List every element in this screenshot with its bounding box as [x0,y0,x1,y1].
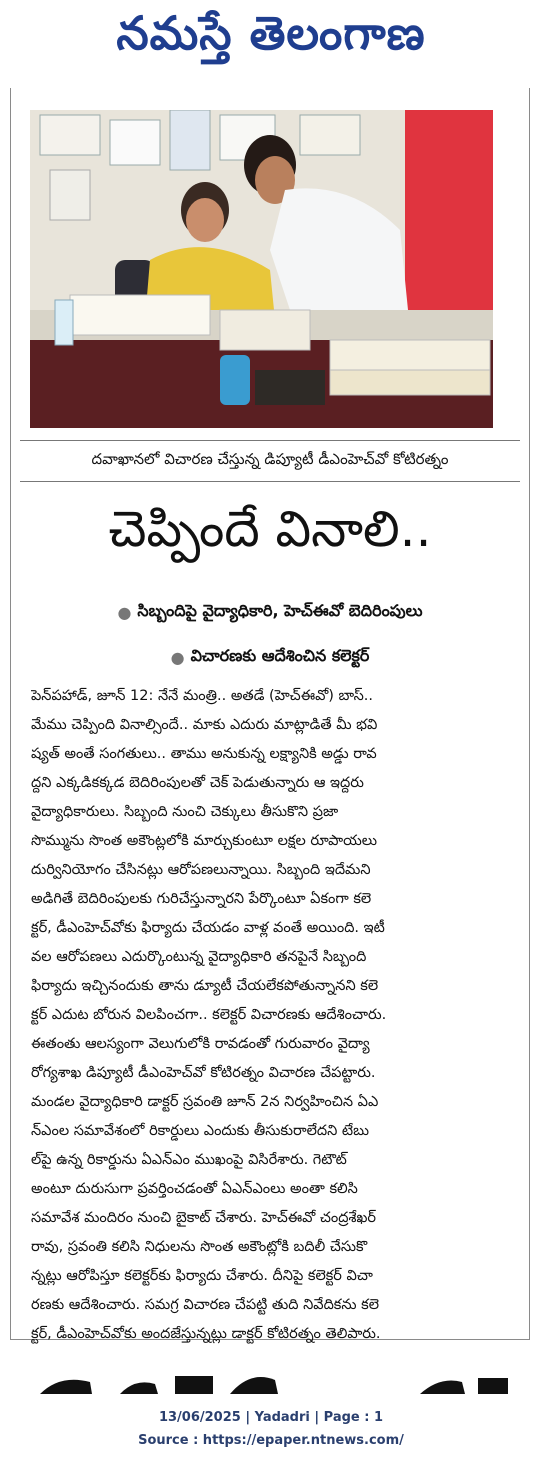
body-line: ల్‌పై ఉన్న రికార్డును ఏఎన్ఎం ముఖంపై విసిరేశారు. గెటౌట్ [31,1152,347,1168]
subheading-2 [20,642,520,672]
body-line: పెన్‌పహాడ్, జూన్ 12: నేనే మంత్రి.. అతడే (హెచ్‌ఈవో) బాస్.. [31,688,374,704]
article-headline: చెప్పిందే వినాలి.. [108,499,432,558]
subheading-text: సిబ్బందిపై వైద్యాధికారి, హెచ్‌ఈవో బెదిరింపులు [137,600,423,620]
body-line: ఫిర్యాదు ఇచ్చినందుకు తాను డ్యూటీ చేయలేకపోతున్నానని కలె [31,978,379,994]
body-line: క్టర్, డీఎంహెచ్‌వోకు ఫిర్యాదు చేయడం వాళ్ల వంతే అయింది. ఇటీ [31,920,385,936]
next-article-fragment [0,1370,542,1394]
article-photo [30,110,493,428]
body-line: వల ఆరోపణలు ఎదుర్కొంటున్న వైద్యాధికారి తనపైనే సిబ్బంది [31,949,367,965]
body-line: మేము చెప్పింది వినాల్సిందే.. మాకు ఎదురు మాట్లాడితే మీ భవి [31,717,378,733]
body-line: ష్యత్ అంతే సంగతులు.. తాము అనుకున్న లక్ష్యానికి అడ్డు రావ [31,746,377,762]
footer-date-edition: 13/06/2025 | Yadadri | Page : 1 [158,1410,384,1425]
body-line: మండల వైద్యాధికారి డాక్టర్ స్రవంతి జూన్ 2న నిర్వహించిన ఏఎ [31,1094,379,1110]
bullet-icon: ● [170,647,185,667]
subheading-text: విచారణకు ఆదేశించిన కలెక్టర్ [190,645,370,665]
body-line: రణకు ఆదేశించారు. సమగ్ర విచారణ చేపట్టి తుది నివేదికను కలె [31,1297,380,1313]
subheading-1 [20,597,520,627]
body-line: రావు, స్రవంతి కలిసి నిధులను సొంత అకౌంట్లోకి బదిలీ చేసుకొ [31,1239,368,1255]
body-line: దుర్వినియోగం చేసినట్లు ఆరోపణలున్నాయి. సిబ్బంది ఇదేమని [31,862,371,878]
article-body [31,682,485,1349]
cut-off-headline-shapes [0,1370,542,1394]
photo-caption: దవాఖానలో విచారణ చేస్తున్న డిప్యూటీ డీఎంహెచ్‌వో కోటిరత్నం [20,440,520,482]
newspaper-masthead: నమస్తే తెలంగాణ [116,6,426,60]
body-line: క్టర్ ఎదుట బోరున విలపించగా.. కలెక్టర్ విచారణకు ఆదేశించారు. [31,1007,387,1023]
body-line: సమావేశ మందిరం నుంచి బైకాట్ చేశారు. హెచ్‌ఈవో చంద్రశేఖర్ [31,1210,377,1226]
bullet-icon: ● [117,602,132,622]
body-line: న్నట్లు ఆరోపిస్తూ కలెక్టర్‌కు ఫిర్యాదు చేశారు. దీనిపై కలెక్టర్ విచా [31,1268,373,1284]
body-line: వైద్యాధికారులు. సిబ్బంది నుంచి చెక్కులు తీసుకొని ప్రజా [31,804,339,820]
body-line: రోగ్యశాఖ డిప్యూటీ డీఎంహెచ్‌వో కోటిరత్నం విచారణ చేపట్టారు. [31,1065,376,1081]
photo-illustration [30,110,493,428]
body-line: న్ఎంల సమావేశంలో రికార్డులు ఎందుకు తీసుకురాలేదని టేబు [31,1123,369,1139]
footer-source: Source : https://epaper.ntnews.com/ [138,1433,404,1448]
body-line: ద్దని ఎక్కడికక్కడ బెదిరింపులతో చెక్ పెడుతున్నారు ఆ ఇద్దరు [31,775,364,791]
body-line: ఈతంతు ఆలస్యంగా వెలుగులోకి రావడంతో గురువారం వైద్యా [31,1036,370,1052]
body-line: సొమ్మును సొంత అకౌంట్లలోకి మార్చుకుంటూ లక్షల రూపాయలు [31,833,378,849]
body-line: క్టర్, డీఎంహెచ్‌వోకు అందజేస్తున్నట్లు డాక్టర్ కోటిరత్నం తెలిపారు. [31,1326,381,1342]
body-line: అడిగితే బెదిరింపులకు గురిచేస్తున్నారని పేర్కొంటూ ఏకంగా కలె [31,891,372,907]
body-line: అంటూ దురుసుగా ప్రవర్తించడంతో ఏఎన్ఎంలు అంతా కలిసి [31,1181,358,1197]
